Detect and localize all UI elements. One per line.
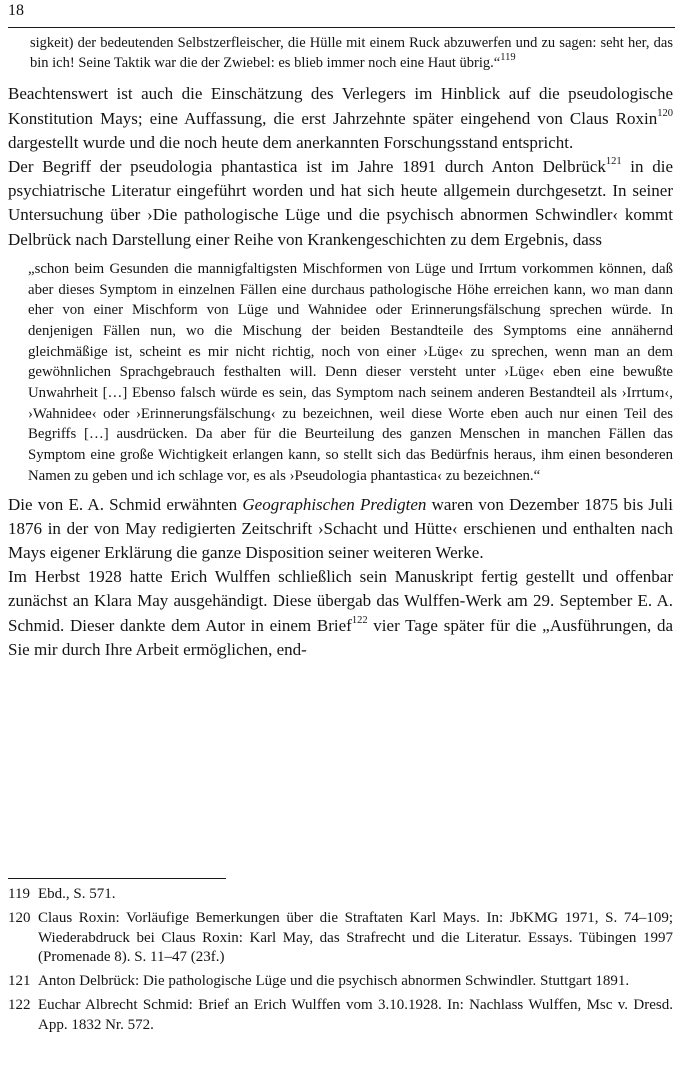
footnote-text: Anton Delbrück: Die pathologische Lüge und die psychisch abnormen Schwindler. Stuttgart 1891. [38, 973, 630, 990]
work-title: Geographischen Predigten [242, 494, 427, 514]
paragraph-publisher-assessment [8, 82, 673, 155]
footnote-number: 121 [8, 973, 31, 990]
footnote-121 [8, 972, 673, 992]
footnote-text: Ebd., S. 571. [38, 886, 116, 902]
footnote-119 [8, 885, 673, 905]
paragraph-text: Die von E. A. Schmid erwähnten [8, 494, 243, 514]
footnote-ref-121: 121 [605, 156, 622, 168]
footnote-ref-122: 122 [351, 614, 368, 626]
footnote-rule [8, 878, 226, 879]
paragraph-text: Im Herbst 1928 hatte Erich Wulffen schließlich sein Manuskript fertig gestellt und offenbar zunächst an Klara May ausgehändigt. Diese übergab das Wulffen-Werk am 29. September E. A. Schmid. Dieser dankte dem Autor in einem Brief [8, 567, 673, 635]
paragraph-text: dargestellt wurde und die noch heute dem anerkannten Forschungsstand entspricht. [8, 132, 574, 152]
footnote-ref-120: 120 [657, 107, 673, 119]
footnote-text: Euchar Albrecht Schmid: Brief an Erich Wulffen vom 3.10.1928. In: Nachlass Wulffen, Msc v. Dresd. App. 1832 Nr. 572. [38, 996, 673, 1033]
paragraph-text: waren von Dezember 1875 bis Juli 1876 in der von May redigierten Zeitschrift ›Schacht und Hütte‹ erschienen und enthalten nach Mays eigener Erklärung die ganze Disposition seiner weiteren Werke. [8, 494, 673, 562]
main-text [8, 33, 673, 662]
paragraph-wulffen-manuscript [8, 565, 673, 662]
paragraph-text: vier Tage später für die „Ausführungen, da Sie mir durch Ihre Arbeit ermöglichen, end- [8, 615, 673, 659]
footnote-number: 122 [8, 996, 31, 1013]
footnote-120 [8, 909, 673, 968]
continued-quote [30, 33, 673, 73]
continued-quote-text: sigkeit) der bedeutenden Selbstzerfleischer, die Hülle mit einem Ruck abzuwerfen und zu sagen: seht her, das bin ich! Seine Taktik war die der Zwiebel: es blieb immer noch eine Haut übrig.“ [30, 35, 673, 72]
footnote-number: 119 [8, 886, 30, 902]
block-quote-delbrueck: „schon beim Gesunden die mannigfaltigsten Mischformen von Lüge und Irrtum vorkommen können, daß aber dieses Symptom in einzelnen Fällen eine durchaus pathologische Höhe erreichen kann, wo man dann eher von einer Mischform von Lüge und Wahnidee oder Erinnerungsfälschung sprechen würde. In denjenigen Fällen nun, wo die Mischung der beiden Bestandteile des Symptoms eine annähernd gleichmäßige ist, scheint es mir nicht richtig, noch von einer ›Lüge‹ zu sprechen, wenn man an dem gewöhnlichen Sprachgebrauch festhalten will. Denn dieser versteht unter ›Lüge‹ eben eine bewußte Unwahrheit […] Ebenso falsch würde es sein, das Symptom nach seinem anderen Bestandteil als ›Irrtum‹, ›Wahnidee‹ oder ›Erinnerungsfälschung‹ zu bezeichnen, weil diese Worte eben auch nur einen Teil des Begriffs […] ausdrücken. Da aber für die Beurteilung des ganzen Menschen in manchen Fällen das Symptom eine große Wichtigkeit erlangen kann, so stellt sich das Bedürfnis heraus, ihm einen besonderen Namen zu geben und ich schlage vor, es als ›Pseudologia phantastica‹ zu bezeichnen.“ [28, 260, 673, 484]
header-rule [8, 27, 675, 28]
paragraph-text: in die psychiatrische Literatur eingeführt worden und hat sich heute allgemein durchgesetzt. In seiner Untersuchung über ›Die pathologische Lüge und die psychisch abnormen Schwindler‹ kommt Delbrück nach Darstellung einer Reihe von Krankengeschichten zu dem Ergebnis, dass [8, 157, 673, 249]
footnote-122 [8, 996, 673, 1036]
paragraph-pseudologia [8, 155, 673, 252]
paragraph-text: Der Begriff der pseudologia phantastica ist im Jahre 1891 durch Anton Delbrück [8, 157, 606, 177]
paragraph-geographic-sermons [8, 493, 673, 566]
footnote-ref-119: 119 [500, 52, 516, 64]
footnote-number: 120 [8, 909, 31, 926]
footnote-text: Claus Roxin: Vorläufige Bemerkungen über die Straftaten Karl Mays. In: JbKMG 1971, S. 74–109; Wiederabdruck bei Claus Roxin: Karl May, das Strafrecht und die Literatur. Essays. Tübingen 1997 (Promenade 8). S. 11–47 (23f.) [38, 909, 673, 966]
paragraph-text: Beachtenswert ist auch die Einschätzung des Verlegers im Hinblick auf die pseudologische Konstitution Mays; eine Auffassung, die erst Jahrzehnte später eingehend von Claus Roxin [8, 84, 673, 128]
footnotes [8, 885, 673, 1040]
page-number: 18 [8, 2, 24, 19]
